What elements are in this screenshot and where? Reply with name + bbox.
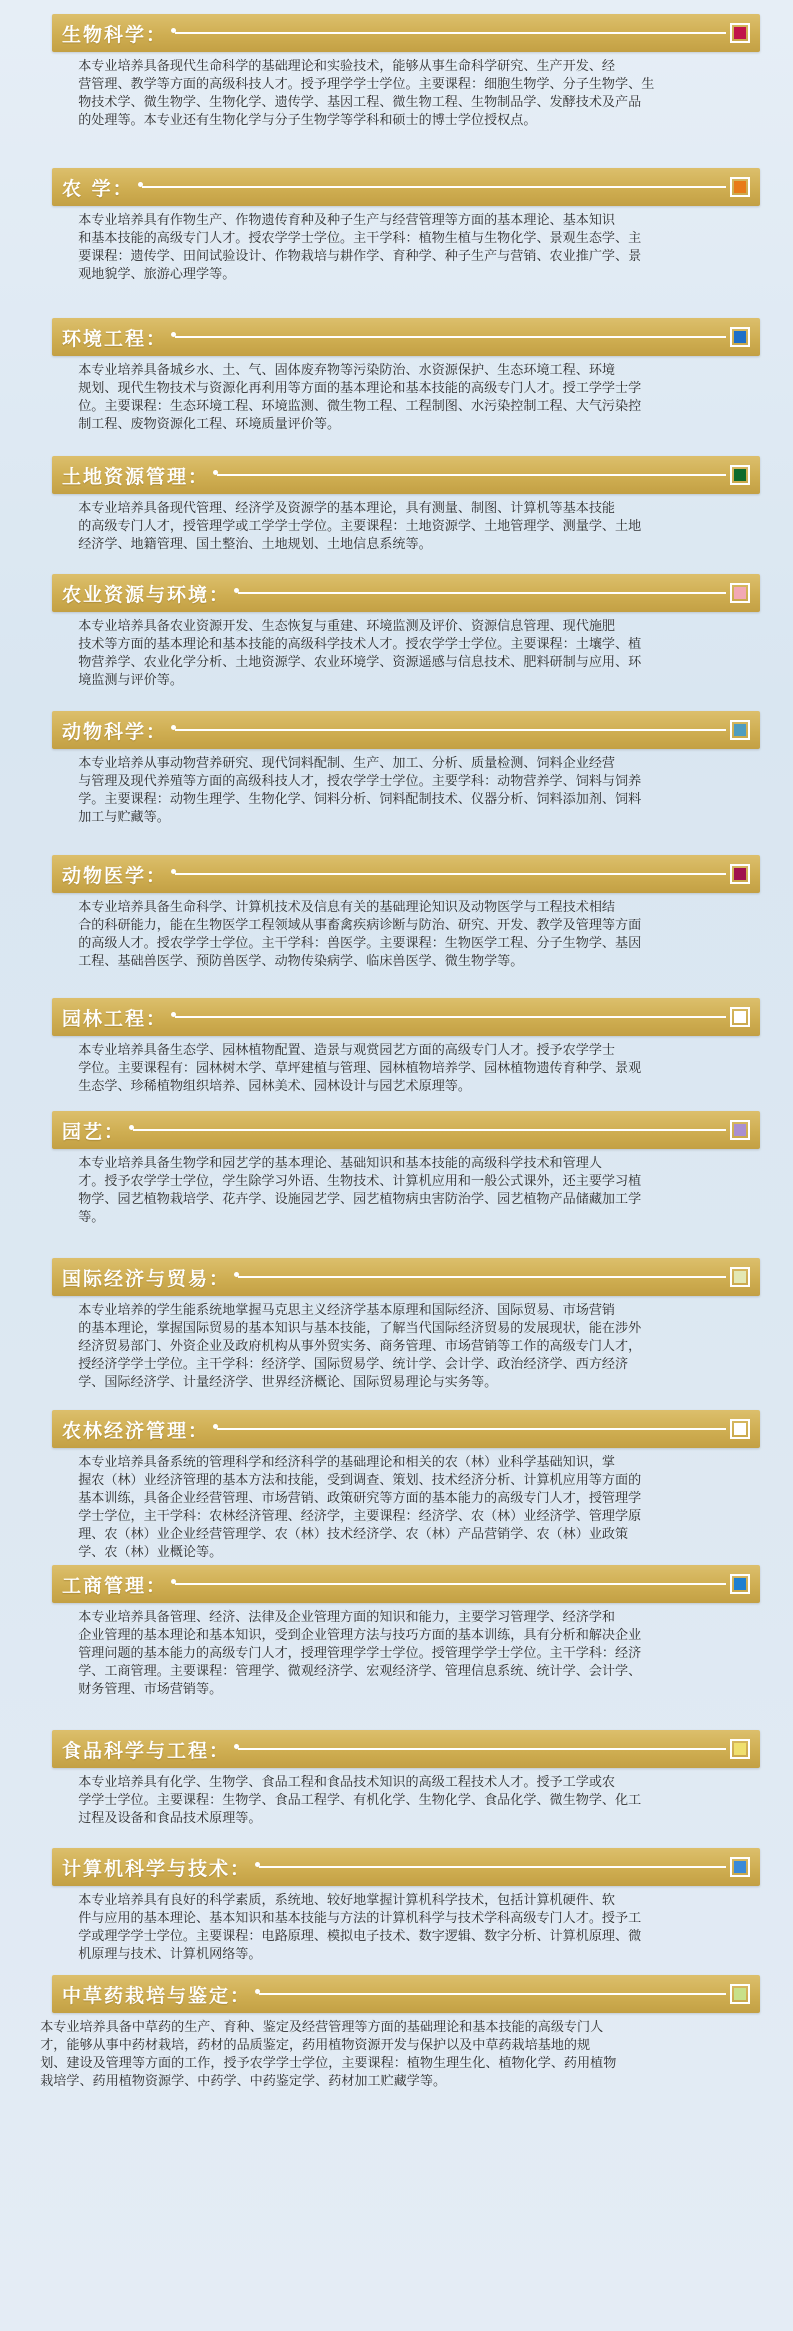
header-rule [238,1276,726,1278]
section-description [52,1042,752,1096]
square-marker-icon [730,1267,750,1287]
description-line: 过程及设备和食品技术原理等。 [78,1811,262,1826]
square-marker-icon [730,465,750,485]
description-line: 物营养学、农业化学分析、土地资源学、农业环境学、资源遥感与信息技术、肥料研制与应用、环 [78,655,642,670]
description-line: 本专业培养具有化学、生物学、食品工程和食品技术知识的高级工程技术人才。授予工学或农 [78,1775,616,1790]
major-section [0,456,793,554]
section-title: 动物医学： [62,865,168,887]
major-section [0,1111,793,1227]
description-line: 本专业培养具备生态学、园林植物配置、造景与观赏园艺方面的高级专门人才。授予农学学士 [78,1043,616,1058]
description-line: 才，能够从事中药材栽培，药材的品质鉴定，药用植物资源开发与保护以及中草药栽培基地的规 [40,2038,591,2053]
section-header [52,1111,760,1149]
section-description [52,212,752,284]
description-line: 物技术学、微生物学、生物化学、遗传学、基因工程、微生物工程、生物制品学、发酵技术及产品 [78,95,642,110]
section-header [52,1848,760,1886]
major-section [0,1565,793,1699]
square-marker-icon [730,1120,750,1140]
description-line: 基本训练，具备企业经营管理、市场营销、政策研究等方面的基本能力的高级专门人才，授管理学 [78,1491,642,1506]
square-marker-icon [730,864,750,884]
description-line: 生态学、珍稀植物组织培养、园林美术、园林设计与园艺术原理等。 [78,1079,471,1094]
description-line: 与管理及现代养殖等方面的高级科技人才，授农学学士学位。主要学科：动物营养学、饲料与饲养 [78,774,642,789]
description-line: 本专业培养的学生能系统地掌握马克思主义经济学基本原理和国际经济、国际贸易、市场营销 [78,1303,616,1318]
major-section [0,574,793,690]
description-line: 本专业培养具备生物学和园艺学的基本理论、基础知识和基本技能的高级科学技术和管理人 [78,1156,602,1171]
description-line: 本专业培养具备农业资源开发、生态恢复与重建、环境监测及评价、资源信息管理、现代施肥 [78,619,616,634]
section-description [52,618,752,690]
description-line: 本专业培养从事动物营养研究、现代饲料配制、生产、加工、分析、质量检测、饲料企业经营 [78,756,616,771]
description-line: 学、农（林）业概论等。 [78,1545,223,1560]
description-line: 加工与贮藏等。 [78,810,170,825]
square-marker-icon [730,327,750,347]
description-line: 营管理、教学等方面的高级科技人才。授予理学学士学位。主要课程：细胞生物学、分子生物学、生 [78,77,655,92]
description-line: 本专业培养具有作物生产、作物遗传育种及种子生产与经营管理等方面的基本理论、基本知识 [78,213,616,228]
description-line: 本专业培养具备现代生命科学的基础理论和实验技术，能够从事生命科学研究、生产开发、经 [78,59,616,74]
section-description [52,899,752,971]
header-rule [133,1129,726,1131]
header-rule [238,1748,726,1750]
section-title: 农林经济管理： [62,1420,210,1442]
description-line: 学士学位，主干学科：农林经济管理、经济学，主要课程：经济学、农（林）业经济学、管理学原 [78,1509,642,1524]
description-line: 本专业培养具备现代管理、经济学及资源学的基本理论，具有测量、制图、计算机等基本技能 [78,501,616,516]
description-line: 学位。主要课程有：园林树木学、草坪建植与管理、园林植物培养学、园林植物遗传育种学、景观 [78,1061,642,1076]
description-line: 管理问题的基本能力的高级专门人才，授理管理学学士学位。授管理学学士学位。主干学科：经济 [78,1646,642,1661]
description-line: 工程、基础兽医学、预防兽医学、动物传染病学、临床兽医学、微生物学等。 [78,954,524,969]
description-line: 本专业培养具备生命科学、计算机技术及信息有关的基础理论知识及动物医学与工程技术相结 [78,900,616,915]
section-title: 中草药栽培与鉴定： [62,1985,252,2007]
square-marker-icon [730,1984,750,2004]
major-section [0,1258,793,1392]
description-line: 要课程：遗传学、田间试验设计、作物栽培与耕作学、育种学、种子生产与营销、农业推广学、景 [78,249,642,264]
section-title: 动物科学： [62,721,168,743]
section-header [52,1565,760,1603]
description-line: 技术等方面的基本理论和基本技能的高级科学技术人才。授农学学士学位。主要课程：土壤学、植 [78,637,642,652]
major-section [0,168,793,284]
square-marker-icon [730,23,750,43]
description-line: 理、农（林）业企业经营管理学、农（林）技术经济学、农（林）产品营销学、农（林）业政策 [78,1527,629,1542]
header-rule [175,1583,726,1585]
section-description [52,1774,752,1828]
section-title: 农 学： [62,178,134,200]
section-description [52,1454,752,1562]
description-line: 划、建设及管理等方面的工作，授予农学学士学位，主要课程：植物生理生化、植物化学、药用植物 [40,2056,617,2071]
major-section [0,1410,793,1562]
section-description [52,1609,752,1699]
square-marker-icon [730,1419,750,1439]
major-section [0,855,793,971]
header-rule [175,729,726,731]
header-rule [238,592,726,594]
description-line: 合的科研能力，能在生物医学工程领域从事畜禽疾病诊断与防治、研究、开发、教学及管理等方面 [78,918,642,933]
description-line: 学、工商管理。主要课程：管理学、微观经济学、宏观经济学、管理信息系统、统计学、会计学、 [78,1664,642,1679]
description-line: 本专业培养具有良好的科学素质，系统地、较好地掌握计算机科学技术，包括计算机硬件、软 [78,1893,616,1908]
section-header [52,318,760,356]
description-line: 企业管理的基本理论和基本知识，受到企业管理方法与技巧方面的基本训练，具有分析和解决企业 [78,1628,642,1643]
major-section [0,711,793,827]
section-description [14,2019,774,2091]
major-section [0,14,793,130]
section-title: 农业资源与环境： [62,584,231,606]
section-description [52,1302,752,1392]
description-line: 观地貌学、旅游心理学等。 [78,267,236,282]
description-line: 财务管理、市场营销等。 [78,1682,223,1697]
section-title: 园艺： [62,1121,126,1143]
section-header [52,14,760,52]
square-marker-icon [730,177,750,197]
section-description [52,362,752,434]
section-header [52,574,760,612]
section-title: 环境工程： [62,328,168,350]
section-header [52,711,760,749]
description-line: 才。授予农学学士学位，学生除学习外语、生物技术、计算机应用和一般公式课外，还主要学习植 [78,1174,642,1189]
square-marker-icon [730,1574,750,1594]
header-rule [175,336,726,338]
description-line: 本专业培养具备中草药的生产、育种、鉴定及经营管理等方面的基础理论和基本技能的高级专门人 [40,2020,604,2035]
square-marker-icon [730,1857,750,1877]
description-line: 学、国际经济学、计量经济学、世界经济概论、国际贸易理论与实务等。 [78,1375,498,1390]
description-line: 位。主要课程：生态环境工程、环境监测、微生物工程、工程制图、水污染控制工程、大气污染控 [78,399,642,414]
square-marker-icon [730,1007,750,1027]
major-section [0,998,793,1096]
header-rule [175,1016,726,1018]
description-line: 经济贸易部门、外资企业及政府机构从事外贸实务、商务管理、市场营销等工作的高级专门人才， [78,1339,642,1354]
section-title: 土地资源管理： [62,466,210,488]
description-line: 制工程、废物资源化工程、环境质量评价等。 [78,417,341,432]
section-header [52,855,760,893]
section-header [52,168,760,206]
section-header [52,1410,760,1448]
description-line: 经济学、地籍管理、国土整治、土地规划、土地信息系统等。 [78,537,432,552]
description-line: 学或理学学士学位。主要课程：电路原理、模拟电子技术、数字逻辑、数字分析、计算机原理、微 [78,1929,642,1944]
description-line: 等。 [78,1210,105,1225]
section-header [52,998,760,1036]
section-title: 园林工程： [62,1008,168,1030]
description-line: 和基本技能的高级专门人才。授农学学士学位。主干学科：植物生植与生物化学、景观生态学、主 [78,231,642,246]
section-description [52,1892,752,1964]
header-rule [175,873,726,875]
header-rule [175,32,726,34]
section-description [52,755,752,827]
header-rule [259,1993,726,1995]
description-line: 的处理等。本专业还有生物化学与分子生物学等学科和硕士的博士学位授权点。 [78,113,537,128]
square-marker-icon [730,1739,750,1759]
section-title: 工商管理： [62,1575,168,1597]
section-header [52,1258,760,1296]
section-title: 国际经济与贸易： [62,1268,231,1290]
description-line: 规划、现代生物技术与资源化再利用等方面的基本理论和基本技能的高级专门人才。授工学学士学 [78,381,642,396]
header-rule [217,474,726,476]
section-title: 计算机科学与技术： [62,1858,252,1880]
major-section [0,318,793,434]
description-line: 授经济学学士学位。主干学科：经济学、国际贸易学、统计学、会计学、政治经济学、西方经济 [78,1357,629,1372]
description-line: 本专业培养具备系统的管理科学和经济科学的基础理论和相关的农（林）业科学基础知识，掌 [78,1455,616,1470]
square-marker-icon [730,583,750,603]
description-line: 学。主要课程：动物生理学、生物化学、饲料分析、饲料配制技术、仪器分析、饲料添加剂、饲料 [78,792,642,807]
description-line: 栽培学、药用植物资源学、中药学、中药鉴定学、药材加工贮藏学等。 [40,2074,447,2089]
description-line: 的基本理论，掌握国际贸易的基本知识与基本技能，了解当代国际经济贸易的发展现状，能在涉外 [78,1321,642,1336]
square-marker-icon [730,720,750,740]
description-line: 学学士学位。主要课程：生物学、食品工程学、有机化学、生物化学、食品化学、微生物学、化工 [78,1793,642,1808]
section-header [52,1730,760,1768]
description-line: 物学、园艺植物栽培学、花卉学、设施园艺学、园艺植物病虫害防治学、园艺植物产品储藏加工学 [78,1192,642,1207]
section-header [52,1975,760,2013]
description-line: 本专业培养具备城乡水、土、气、固体废弃物等污染防治、水资源保护、生态环境工程、环境 [78,363,616,378]
description-line: 件与应用的基本理论、基本知识和基本技能与方法的计算机科学与技术学科高级专门人才。授予工 [78,1911,642,1926]
description-line: 本专业培养具备管理、经济、法律及企业管理方面的知识和能力，主要学习管理学、经济学和 [78,1610,616,1625]
section-description [52,500,752,554]
major-section [0,1848,793,1964]
major-section [0,1975,793,2091]
section-description [52,58,752,130]
description-line: 境监测与评价等。 [78,673,183,688]
description-line: 机原理与技术、计算机网络等。 [78,1947,262,1962]
description-line: 握农（林）业经济管理的基本方法和技能，受到调查、策划、技术经济分析、计算机应用等方面的 [78,1473,642,1488]
header-rule [217,1428,726,1430]
description-line: 的高级人才。授农学学士学位。主干学科：兽医学。主要课程：生物医学工程、分子生物学、基因 [78,936,642,951]
major-section [0,1730,793,1828]
section-header [52,456,760,494]
header-rule [259,1866,726,1868]
header-rule [142,186,726,188]
section-title: 生物科学： [62,24,168,46]
description-line: 的高级专门人才，授管理学或工学学士学位。主要课程：土地资源学、土地管理学、测量学、土地 [78,519,642,534]
section-description [52,1155,752,1227]
section-title: 食品科学与工程： [62,1740,231,1762]
